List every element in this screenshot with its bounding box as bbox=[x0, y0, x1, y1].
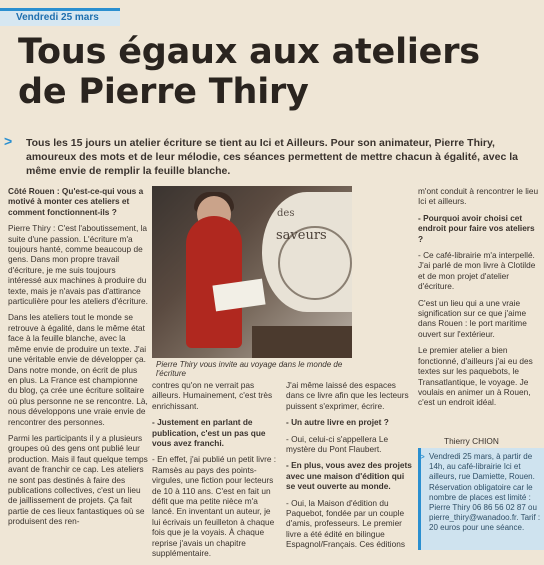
paragraph bbox=[418, 186, 540, 207]
headline-line-2: de Pierre Thiry bbox=[18, 72, 309, 112]
article-column-3 bbox=[286, 380, 414, 556]
info-arrow-icon: > bbox=[419, 452, 425, 463]
info-box-text: Vendredi 25 mars, à partir de 14h, au café-librairie Ici et ailleurs, rue Damiette, Rouen. Réservation obligatoire car le nombre de places est limité : Pierre Thiry 06 86 56 02 87 ou pierre_thiry@wanadoo.fr. Tarif : 20 euros pour une séance. bbox=[429, 452, 541, 533]
paragraph bbox=[286, 417, 414, 427]
photo-word-1: des bbox=[277, 208, 295, 219]
paragraph bbox=[286, 498, 414, 550]
headline-line-1: Tous égaux aux ateliers bbox=[18, 32, 480, 72]
answer: - En effet, j'ai publié un petit livre : Ramsès au pays des points-virgules, une fiction pour lecteurs de 10 à 110 ans. C'est en fait un défit que ma petite nièce m'a lancé. En inventant un auteur, je lui écrivais un feuilleton à chaque fois que je la voyais. À chaque reprise j'avais un chapitre supplémentaire. bbox=[152, 454, 277, 559]
paragraph bbox=[152, 380, 280, 411]
paragraph bbox=[418, 213, 540, 244]
answer: Parmi les participants il y a plusieurs groupes où des gens ont publié leur production. Mais il faut quelque temps avant de franchir ce cap. Les ateliers ne sont pas destinés à faire des publications collectives, c'est un lieu de jaillissement de projets. Ça fait partie de ces lieux fantastiques où se produisent des ren- bbox=[8, 432, 148, 527]
lede-text: Tous les 15 jours un atelier écriture se tient au Ici et Ailleurs. Pour son animateur, Pierre Thiry, amoureux des mots et de leur mélodie, ces séances permettent de mettre chacun à égalité, avec la même envie de remplir la feuille blanche. bbox=[26, 137, 518, 177]
answer: Le premier atelier a bien fonctionné, d'ailleurs j'ai eu des textes sur les paquebots, le Transatlantique, le voyage. Je voulais en animer un à Rouen, c'est un endroit idéal. bbox=[418, 345, 533, 408]
question: - En plus, vous avez des projets avec une maison d'édition qui se veut ouverte au monde. bbox=[286, 460, 412, 492]
answer: - Oui, celui-ci s'appellera Le mystère du Pont Flaubert. bbox=[286, 433, 389, 455]
photo bbox=[152, 186, 352, 358]
paragraph bbox=[286, 460, 414, 491]
answer: m'ont conduit à rencontrer le lieu Ici et ailleurs. bbox=[418, 186, 539, 207]
answer: J'ai même laissé des espaces dans ce livre afin que les lecteurs puissent s'exprimer, écrire. bbox=[286, 380, 409, 411]
paragraph bbox=[286, 434, 414, 455]
article-column-2 bbox=[152, 380, 280, 565]
dateline-bar bbox=[0, 8, 120, 26]
question: - Un autre livre en projet ? bbox=[286, 417, 389, 428]
answer: C'est un lieu qui a une vraie signification sur ce que j'aime dans Rouen : le port maritime ouvert sur l'extérieur. bbox=[418, 297, 527, 339]
photo-paper bbox=[212, 279, 265, 312]
photo-caption: Pierre Thiry vous invite au voyage dans le monde de l'écriture bbox=[156, 360, 343, 378]
dateline: Vendredi 25 mars bbox=[16, 12, 99, 23]
info-box bbox=[418, 448, 544, 550]
paragraph bbox=[8, 223, 148, 306]
paragraph bbox=[286, 380, 414, 411]
photo-word-2: saveurs bbox=[276, 228, 327, 243]
paragraph bbox=[8, 433, 148, 527]
question: Côté Rouen : Qu'est-ce-qui vous a motivé à monter ces ateliers et comment fonctionnent-ils ? bbox=[8, 186, 144, 217]
answer: Pierre Thiry : C'est l'aboutissement, la suite d'une passion. L'écriture m'a toujours hanté, comme beaucoup de gens. Dans mon propre travail d'écriture, je me suis toujours intéressé aux machines à produire du texte, mais je n'avais pas d'attirance particulière pour les ateliers d'écriture. bbox=[8, 223, 148, 307]
paragraph bbox=[8, 312, 148, 426]
photo-desk bbox=[252, 326, 352, 358]
paragraph bbox=[418, 250, 540, 292]
author: Thierry CHION bbox=[444, 436, 499, 446]
headline bbox=[18, 32, 538, 112]
answer: - Oui, la Maison d'édition du Paquebot, fondée par un couple d'amis, professeurs. Le premier livre a été édité en bilingue Espagnol/Français. Ces éditions bbox=[286, 497, 405, 550]
article-column-1 bbox=[8, 186, 148, 533]
paragraph bbox=[152, 454, 280, 558]
paragraph bbox=[152, 417, 280, 448]
paragraph bbox=[418, 345, 540, 407]
lede-arrow-icon: > bbox=[4, 133, 13, 149]
answer: contres qu'on ne verrait pas ailleurs. Humainement, c'est très enrichissant. bbox=[152, 380, 273, 411]
answer: Dans les ateliers tout le monde se retrouve à égalité, dans le même état face à la feuille blanche, avec la même envie de produire un texte. J'ai une véritable envie de développer ça. Dans notre monde, on écrit de plus en plus. La France est championne du blog, ça crée une écriture solitaire où plus personne ne se rencontre. Là, nous développons une vraie envie de rencontrer des personnes. bbox=[8, 312, 148, 427]
article-column-4 bbox=[418, 186, 540, 414]
paragraph bbox=[8, 186, 148, 217]
paragraph bbox=[418, 298, 540, 340]
question: - Pourquoi avoir choisi cet endroit pour faire vos ateliers ? bbox=[418, 212, 535, 244]
lede bbox=[4, 133, 536, 178]
question: - Justement en parlant de publication, c'est un pas que vous avez franchi. bbox=[152, 417, 266, 449]
answer: - Ce café-librairie m'a interpellé. J'ai parlé de mon livre à Clotilde et de mon projet d'atelier d'écriture. bbox=[418, 250, 536, 292]
